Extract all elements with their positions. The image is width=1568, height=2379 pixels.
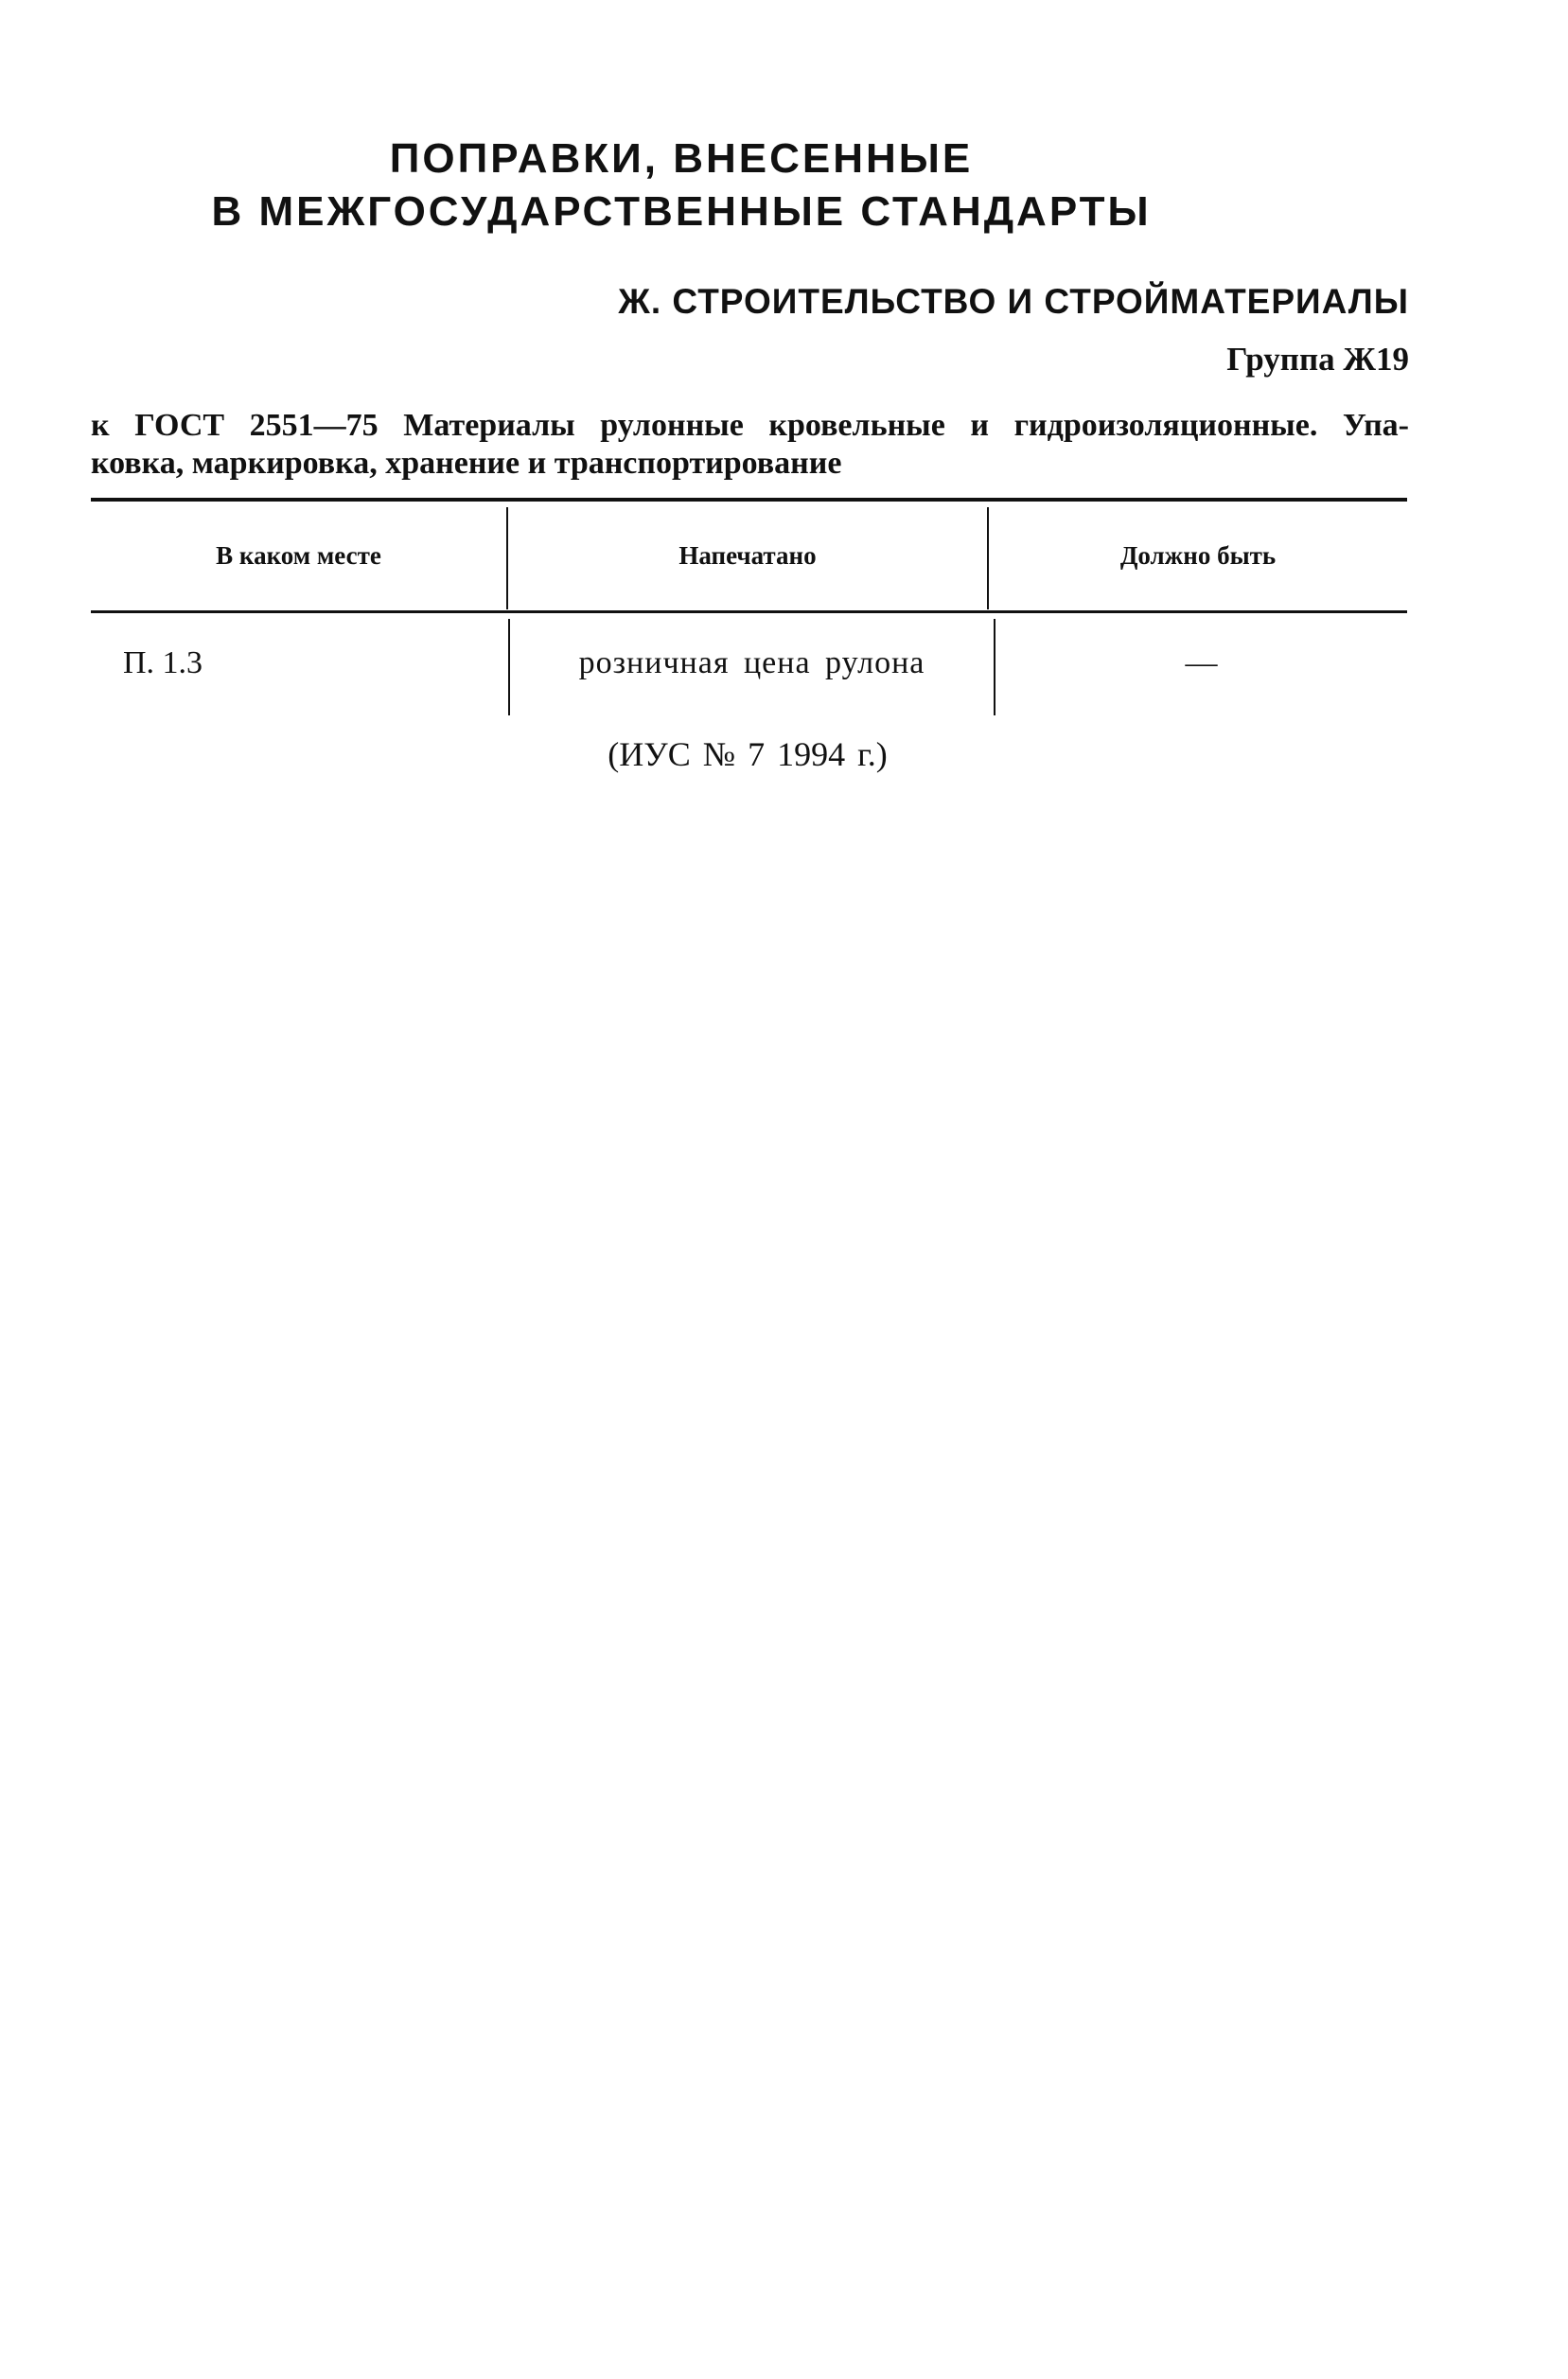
document-title-line-1: ПОПРАВКИ, ВНЕСЕННЫЕ	[389, 135, 974, 182]
table-top-rule	[91, 498, 1407, 502]
column-header-location: В каком месте	[216, 541, 381, 570]
section-heading: Ж. СТРОИТЕЛЬСТВО И СТРОЙМАТЕРИАЛЫ	[618, 282, 1409, 321]
cell-printed: розничная цена рулона	[578, 645, 925, 680]
column-header-printed: Напечатано	[678, 541, 817, 570]
column-header-should-be: Должно быть	[1119, 541, 1277, 570]
cell-location: П. 1.3	[123, 645, 203, 680]
group-code: Группа Ж19	[1226, 341, 1409, 378]
subject-line-2: ковка, маркировка, хранение и транспортирование	[91, 446, 842, 481]
cell-should-be: —	[1185, 645, 1218, 680]
standard-subject	[91, 407, 1409, 483]
document-title-line-2: В МЕЖГОСУДАРСТВЕННЫЕ СТАНДАРТЫ	[211, 188, 1152, 235]
source-reference: (ИУС № 7 1994 г.)	[608, 735, 888, 773]
table-header-rule	[91, 610, 1407, 613]
subject-line-1: к ГОСТ 2551—75 Материалы рулонные кровельные и гидроизоляционные. Упа-	[91, 408, 1409, 443]
